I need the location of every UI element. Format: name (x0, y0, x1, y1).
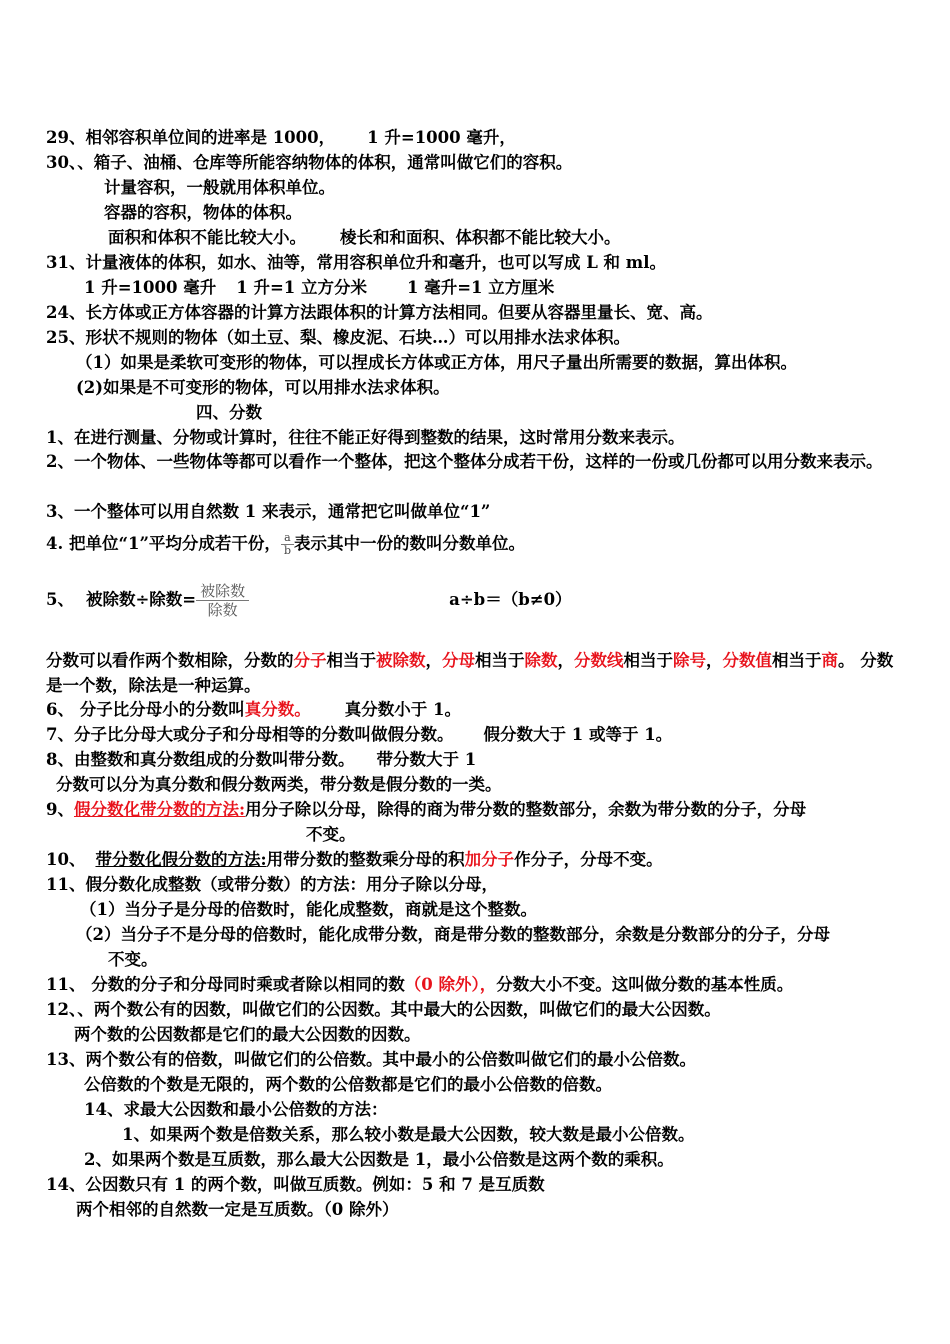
relation-term-fraction-bar: 分数线 (574, 651, 624, 670)
relation-term-division-sign: 除号 (673, 651, 706, 670)
fraction-item-3: 3、一个整体可以用自然数 1 来表示，通常把它叫做单位“1” (46, 502, 491, 521)
fraction-item-8-note: 带分数大于 1 (376, 750, 477, 769)
fraction-a-over-b (281, 532, 294, 557)
fraction-item-10 (46, 848, 910, 872)
fraction-item-10-end: 作分子，分母不变。 (514, 850, 663, 869)
term-improper-to-mixed: 假分数化带分数的方法: (73, 800, 246, 819)
fraction-item-4 (46, 532, 910, 557)
fraction-item-14-coprime: 14、公因数只有 1 的两个数，叫做互质数。例如：5 和 7 是互质数 (46, 1175, 545, 1194)
relation-text-3: ， (425, 651, 442, 670)
fraction-item-8-text: 8、由整数和真分数组成的分数叫带分数。 (46, 750, 355, 769)
item-29 (46, 126, 910, 150)
fraction-item-11-case-2-end: 不变。 (108, 950, 158, 969)
fraction-item-6-note: 真分数小于 1。 (344, 700, 461, 719)
item-30-note-3b: 棱长和和面积、体积都不能比较大小。 (340, 228, 621, 247)
basic-property-text-a: 11、 分数的分子和分母同时乘或者除以相同的数 (46, 975, 405, 994)
item-30-note-3a: 面积和体积不能比较大小。 (108, 228, 306, 247)
relation-text-8: 相当于 (772, 651, 822, 670)
fraction-item-9-end: 不变。 (306, 825, 356, 844)
conversion-1: 1 升=1000 毫升 (84, 278, 217, 297)
fraction-item-5-text: 被除数÷除数= (85, 590, 197, 609)
fraction-item-7-text: 7、分子比分母大或分子和分母相等的分数叫做假分数。 (46, 725, 454, 744)
fraction-item-11: 11、假分数化成整数（或带分数）的方法：用分子除以分母， (46, 875, 498, 894)
fraction-item-14-method-2: 2、如果两个数是互质数，那么最大公因数是 1，最小公倍数是这两个数的乘积。 (84, 1150, 674, 1169)
item-25-case-2: (2)如果是不可变形的物体，可以用排水法求体积。 (76, 378, 450, 397)
item-30-note-1: 计量容积，一般就用体积单位。 (104, 178, 335, 197)
relation-text-2: 相当于 (326, 651, 376, 670)
item-30-note-2: 容器的容积，物体的体积。 (104, 203, 302, 222)
fraction-item-10-text: 用带分数的整数乘分母的积 (266, 850, 465, 869)
relation-text-7: ， (706, 651, 723, 670)
relation-term-dividend: 被除数 (376, 651, 426, 670)
fraction-item-11-case-2: （2）当分子不是分母的倍数时，能化成带分数，商是带分数的整数部分，余数是分数部分的分子，分母 (76, 925, 830, 944)
fraction-item-1: 1、在进行测量、分物或计算时，往往不能正好得到整数的结果，这时常用分数来表示。 (46, 428, 685, 447)
fraction-item-9-number: 9、 (46, 800, 74, 819)
fraction-dividend: 被除数 (200, 582, 246, 600)
relation-term-divisor: 除数 (524, 651, 558, 670)
fraction-item-5 (46, 582, 910, 619)
fraction-item-11-case-1: （1）当分子是分母的倍数时，能化成整数，商就是这个整数。 (80, 900, 537, 919)
fraction-item-7 (46, 723, 910, 747)
fraction-item-12-note: 两个数的公因数都是它们的最大公因数的因数。 (74, 1025, 421, 1044)
fraction-item-7-note: 假分数大于 1 或等于 1。 (483, 725, 673, 744)
fraction-formula: a÷b＝（b≠0） (449, 590, 572, 609)
conversion-3: 1 毫升=1 立方厘米 (407, 278, 555, 297)
fraction-item-14-note: 两个相邻的自然数一定是互质数。（0 除外） (76, 1200, 399, 1219)
fraction-dividend-over-divisor (196, 582, 249, 619)
item-24: 24、长方体或正方体容器的计算方法跟体积的计算方法相同。但要从容器里量长、宽、高。 (46, 303, 713, 322)
fraction-denominator: b (281, 544, 294, 557)
fraction-item-4-text-a: 4. 把单位“1”平均分成若干份， (46, 534, 281, 553)
item-30-note-3 (108, 226, 910, 250)
fraction-numerator: a (284, 531, 291, 544)
relation-term-quotient: 商 (821, 651, 838, 670)
relation-text-5: ， (557, 651, 574, 670)
fraction-division-relation (46, 648, 906, 698)
fraction-item-12: 12、、两个数公有的因数，叫做它们的公因数。其中最大的公因数，叫做它们的最大公因数。 (46, 1000, 721, 1019)
fraction-item-14-method-1: 1、如果两个数是倍数关系，那么较小数是最大公因数，较大数是最小公倍数。 (122, 1125, 695, 1144)
relation-text-6: 相当于 (623, 651, 673, 670)
relation-text-1: 分数可以看作两个数相除，分数的 (46, 651, 294, 670)
fraction-item-6 (46, 698, 910, 722)
relation-term-numerator: 分子 (293, 651, 327, 670)
relation-text-9: 。 分数是一个数，除法是一种运算。 (46, 651, 894, 695)
basic-property-text-b: 分数大小不变。这叫做分数的基本性质。 (496, 975, 794, 994)
fraction-item-9 (46, 798, 910, 822)
fraction-item-10-number: 10、 (46, 850, 86, 869)
conversion-2: 1 升=1 立方分米 (236, 278, 367, 297)
fraction-item-4-text-b: 表示其中一份的数叫分数单位。 (293, 534, 525, 553)
fraction-item-13-note: 公倍数的个数是无限的，两个数的公倍数都是它们的最小公倍数的倍数。 (84, 1075, 612, 1094)
relation-term-fraction-value: 分数值 (722, 651, 772, 670)
term-proper-fraction: 真分数。 (244, 700, 311, 719)
relation-text-4: 相当于 (475, 651, 525, 670)
item-29-text: 29、相邻容积单位间的进率是 1000， (46, 128, 336, 147)
fraction-divisor: 除数 (196, 600, 249, 619)
term-add-numerator: 加分子 (464, 850, 515, 869)
fraction-item-9-text: 用分子除以分母，除得的商为带分数的整数部分，余数为带分数的分子，分母 (245, 800, 807, 819)
item-31: 31、计量液体的体积，如水、油等，常用容积单位升和毫升，也可以写成 L 和 ml。 (46, 253, 667, 272)
relation-term-denominator: 分母 (442, 651, 475, 670)
fraction-item-8 (46, 748, 910, 772)
fraction-item-8-classification: 分数可以分为真分数和假分数两类，带分数是假分数的一类。 (56, 775, 502, 794)
item-31-conversions (84, 276, 910, 300)
section-heading-fractions: 四、分数 (196, 403, 262, 422)
item-25-case-1: （1）如果是柔软可变形的物体，可以捏成长方体或正方体，用尺子量出所需要的数据，算出体积。 (76, 353, 797, 372)
fraction-item-14-heading: 14、求最大公因数和最小公倍数的方法： (84, 1100, 388, 1119)
fraction-item-6-text: 6、 分子比分母小的分数叫 (46, 700, 245, 719)
fraction-item-13: 13、两个数公有的倍数，叫做它们的公倍数。其中最小的公倍数叫做它们的最小公倍数。 (46, 1050, 696, 1069)
item-30: 30、、箱子、油桶、仓库等所能容纳物体的体积，通常叫做它们的容积。 (46, 153, 573, 172)
term-mixed-to-improper: 带分数化假分数的方法: (95, 850, 267, 869)
fraction-item-5-number: 5、 (46, 590, 74, 609)
item-29-conversion: 1 升=1000 毫升， (367, 128, 516, 147)
term-except-zero: （0 除外）， (404, 975, 497, 994)
fraction-basic-property (46, 973, 910, 997)
fraction-item-2: 2、一个物体、一些物体等都可以看作一个整体，把这个整体分成若干份，这样的一份或几份都可以用分数来表示。 (46, 452, 883, 471)
item-25: 25、形状不规则的物体（如土豆、梨、橡皮泥、石块…）可以用排水法求体积。 (46, 328, 630, 347)
